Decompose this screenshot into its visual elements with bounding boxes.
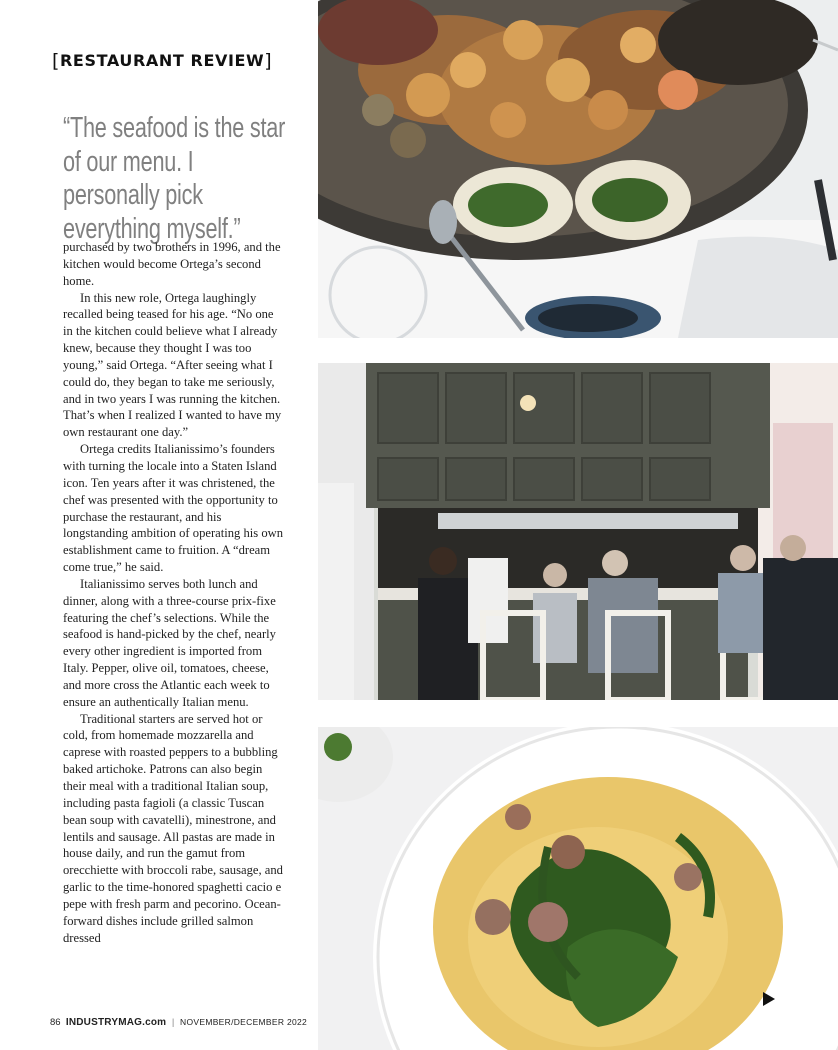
page-number: 86 — [50, 1017, 61, 1028]
restaurant-bar-image — [318, 363, 838, 700]
article-paragraph: In this new role, Ortega laughingly recalled being teased for his age. “No one in the kitchen could believe what I already knew, because they thought I was too young,” said Ortega. “After seeing what I could do, they began to take me seriously, and in two years I was running the kitchen. That’s when I realized I wanted to have my own restaurant one day.” — [63, 290, 282, 440]
bracket-close: ] — [264, 50, 273, 72]
magazine-brand: INDUSTRYMAG.com — [65, 1017, 167, 1028]
orecchiette-pasta-photo — [318, 727, 838, 1050]
seafood-platter-image — [318, 0, 838, 338]
footer-separator: | — [171, 1017, 175, 1028]
issue-date: NOVEMBER/DECEMBER 2022 — [180, 1017, 308, 1027]
section-label — [52, 49, 272, 71]
article-body — [63, 239, 283, 946]
text-column — [0, 0, 318, 1050]
article-paragraph: Italianissimo serves both lunch and dinner, along with a three-course prix-fixe featuring the chef’s selections. While the seafood is hand-picked by the chef, nearly every other ingredient is imported from Italy. Pepper, olive oil, tomatoes, cheese, and more cross the Atlantic each week to ensure an authentically Italian menu. — [63, 576, 276, 709]
article-paragraph: Ortega credits Italianissimo’s founders with turning the locale into a Staten Island icon. Ten years after it was christened, the chef was presented with the opportunity to purchase the restaurant, and his longstanding ambition of operating his own establishment came to fruition. A “dream come true,” he said. — [63, 442, 284, 575]
restaurant-bar-photo — [318, 363, 838, 700]
orecchiette-pasta-image — [318, 727, 838, 1050]
page-footer — [50, 1017, 307, 1028]
article-paragraph: purchased by two brothers in 1996, and the kitchen would become Ortega’s second home. — [63, 240, 281, 288]
bracket-open: [ — [52, 50, 61, 72]
seafood-platter-photo — [318, 0, 838, 338]
article-paragraph: Traditional starters are served hot or cold, from homemade mozzarella and caprese with roasted peppers to a bubbling baked artichoke. Patrons can also begin their meal with a traditional Italian soup, including pasta fagioli (a classic Tuscan bean soup with cavatelli), minestrone, and lentils and sausage. All pastas are made in house daily, and run the gamut from orecchiette with broccoli rabe, sausage, and garlic to the time-honored spaghetti cacio e pepe with fresh parm and pecorino. Ocean-forward dishes include grilled salmon dressed — [63, 711, 283, 945]
pull-quote: “The seafood is the star of our menu. I personally pick everything myself.” — [63, 112, 286, 245]
section-label-text: RESTAURANT REVIEW — [60, 51, 265, 70]
continue-arrow-icon — [763, 992, 775, 1006]
